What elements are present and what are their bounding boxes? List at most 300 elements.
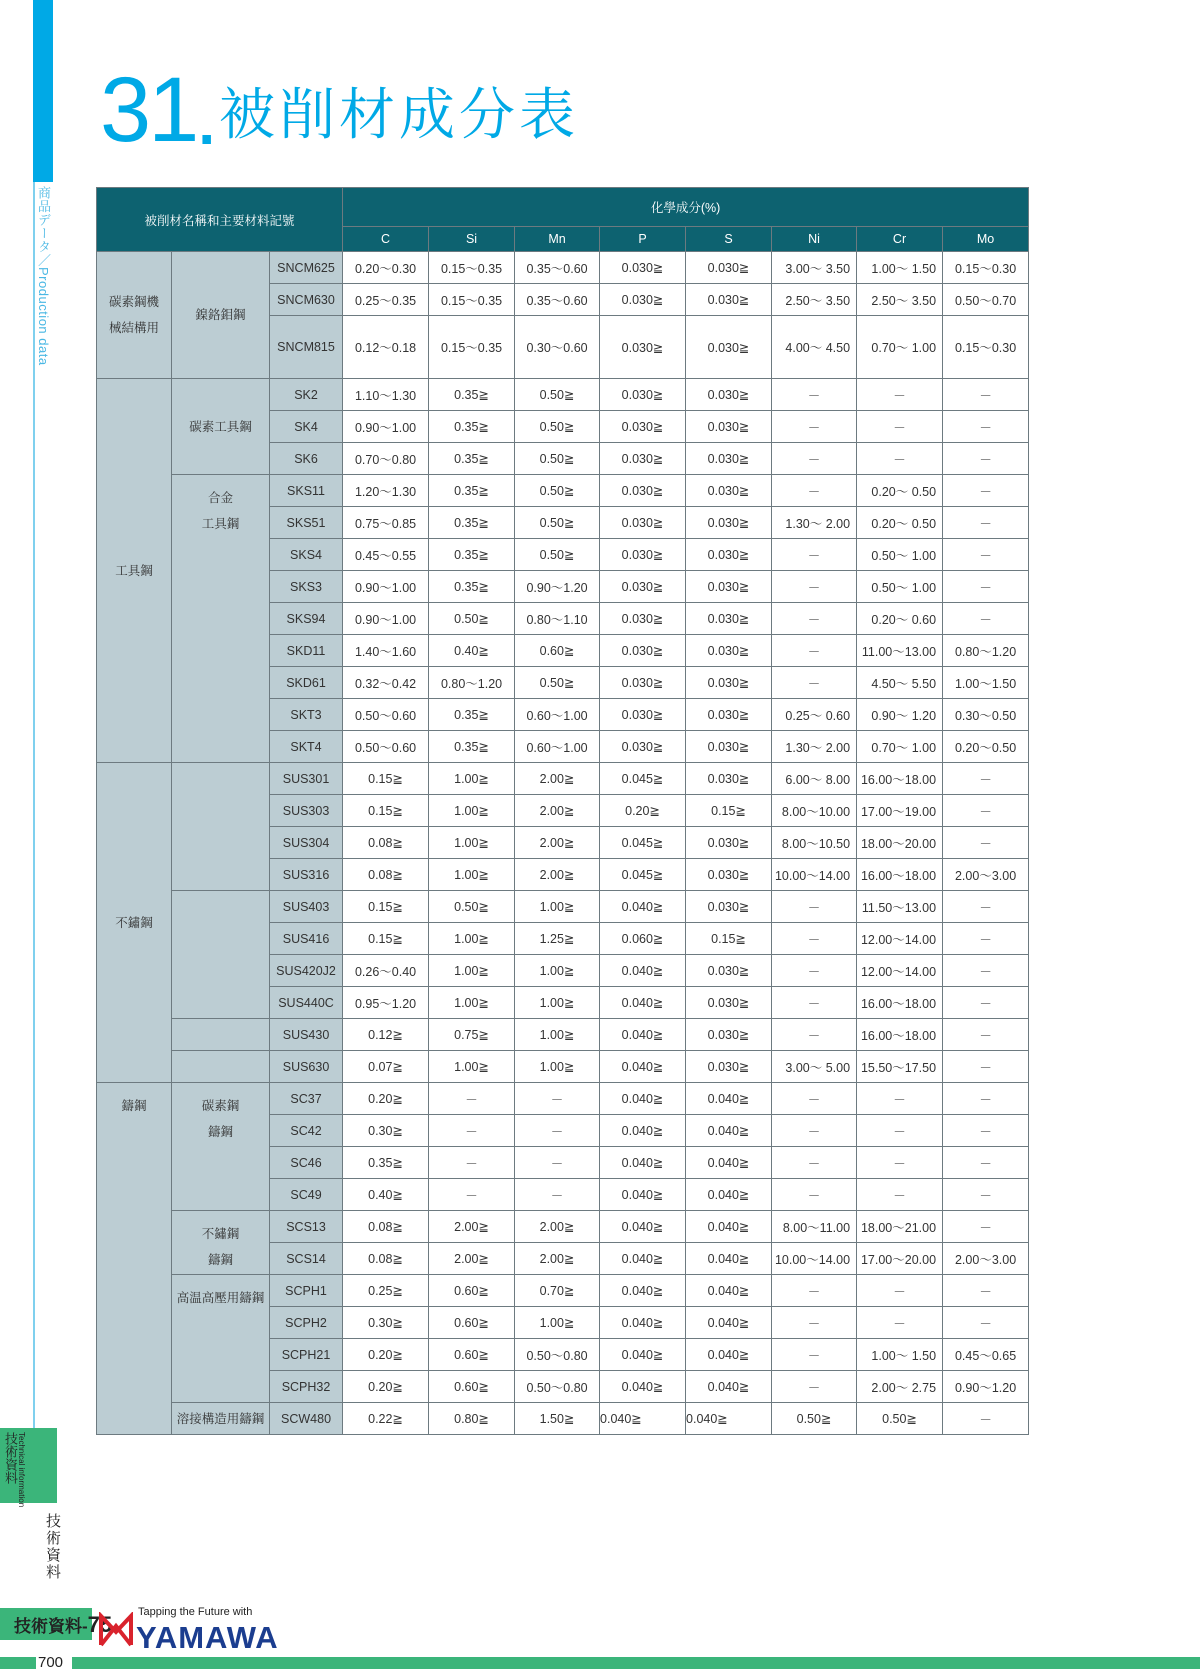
- value-c: 0.08≧: [343, 827, 429, 859]
- value-mn: －: [515, 1115, 600, 1147]
- value-cr: 2.00～ 2.75: [857, 1371, 943, 1403]
- material-code: SKT4: [270, 731, 343, 763]
- material-code: SCS13: [270, 1211, 343, 1243]
- value-c: 1.40～1.60: [343, 635, 429, 667]
- value-ni: －: [772, 891, 857, 923]
- value-c: 0.35≧: [343, 1147, 429, 1179]
- value-mo: －: [943, 987, 1029, 1019]
- value-s: 0.030≧: [686, 731, 772, 763]
- group-label-line: 碳素鋼機: [108, 295, 159, 309]
- value-mn: 0.50≧: [515, 379, 600, 411]
- value-ni: －: [772, 1339, 857, 1371]
- value-ni: 6.00～ 8.00: [772, 763, 857, 795]
- value-cr: 1.00～ 1.50: [857, 1339, 943, 1371]
- value-c: 0.20≧: [343, 1083, 429, 1115]
- value-mo: 0.90～1.20: [943, 1371, 1029, 1403]
- value-ni: －: [772, 1115, 857, 1147]
- value-p: 0.030≧: [600, 635, 686, 667]
- page-title: [100, 59, 580, 161]
- subgroup-precipitation-blank: [172, 1051, 270, 1083]
- subgroup-austenitic-blank: [172, 763, 270, 891]
- value-s: 0.040≧: [686, 1083, 772, 1115]
- value-si: 0.80≧: [429, 1403, 515, 1435]
- value-mo: －: [943, 1115, 1029, 1147]
- value-si: 0.35≧: [429, 443, 515, 475]
- value-c: 0.25≧: [343, 1275, 429, 1307]
- value-ni: －: [772, 475, 857, 507]
- value-cr: 12.00～14.00: [857, 955, 943, 987]
- footer-bar-right: [72, 1657, 1200, 1669]
- value-mo: 0.80～1.20: [943, 635, 1029, 667]
- value-cr: 18.00～20.00: [857, 827, 943, 859]
- value-mo: －: [943, 1179, 1029, 1211]
- value-c: 0.07≧: [343, 1051, 429, 1083]
- value-c: 0.32～0.42: [343, 667, 429, 699]
- table-row: [97, 763, 1029, 795]
- value-p: 0.040≧: [600, 1307, 686, 1339]
- value-s: 0.030≧: [686, 539, 772, 571]
- value-mn: 0.80～1.10: [515, 603, 600, 635]
- material-code: SCPH1: [270, 1275, 343, 1307]
- material-code: SC49: [270, 1179, 343, 1211]
- value-mo: －: [943, 1307, 1029, 1339]
- value-ni: 0.50≧: [772, 1403, 857, 1435]
- value-mn: 0.50≧: [515, 507, 600, 539]
- material-code: SC46: [270, 1147, 343, 1179]
- value-p: 0.030≧: [600, 475, 686, 507]
- value-ni: －: [772, 571, 857, 603]
- value-p: 0.045≧: [600, 827, 686, 859]
- material-code: SCPH21: [270, 1339, 343, 1371]
- value-mn: 1.00≧: [515, 891, 600, 923]
- value-c: 0.20≧: [343, 1339, 429, 1371]
- value-s: 0.030≧: [686, 763, 772, 795]
- group-carbon-steel-structural: [97, 252, 172, 379]
- value-c: 1.20～1.30: [343, 475, 429, 507]
- material-code: SCPH32: [270, 1371, 343, 1403]
- value-c: 0.12～0.18: [343, 316, 429, 379]
- header-element-cr: Cr: [857, 227, 943, 252]
- value-si: 0.40≧: [429, 635, 515, 667]
- value-ni: 2.50～ 3.50: [772, 284, 857, 316]
- value-si: 0.35≧: [429, 379, 515, 411]
- value-si: 0.35≧: [429, 539, 515, 571]
- material-code: SKD11: [270, 635, 343, 667]
- value-p: 0.040≧: [600, 1243, 686, 1275]
- composition-table: [96, 187, 1029, 1435]
- value-si: 2.00≧: [429, 1243, 515, 1275]
- section-title: 被削材成分表: [219, 83, 580, 146]
- page-number: 700: [38, 1654, 64, 1671]
- value-si: 0.35≧: [429, 699, 515, 731]
- value-si: 1.00≧: [429, 795, 515, 827]
- value-c: 0.25～0.35: [343, 284, 429, 316]
- value-s: 0.030≧: [686, 667, 772, 699]
- value-mo: －: [943, 763, 1029, 795]
- value-mo: －: [943, 475, 1029, 507]
- value-s: 0.030≧: [686, 1051, 772, 1083]
- value-p: 0.040≧: [600, 1083, 686, 1115]
- value-mo: －: [943, 827, 1029, 859]
- value-s: 0.030≧: [686, 475, 772, 507]
- group-tool-steel: 工具鋼: [97, 379, 172, 763]
- value-cr: 0.70～ 1.00: [857, 731, 943, 763]
- value-cr: 0.50～ 1.00: [857, 571, 943, 603]
- value-mn: 0.30～0.60: [515, 316, 600, 379]
- value-c: 0.30≧: [343, 1307, 429, 1339]
- value-mn: 1.00≧: [515, 1051, 600, 1083]
- value-c: 0.90～1.00: [343, 411, 429, 443]
- value-cr: －: [857, 379, 943, 411]
- group-label-line: 合金: [207, 491, 233, 505]
- value-si: 1.00≧: [429, 923, 515, 955]
- table-row: [97, 1403, 1029, 1435]
- value-s: 0.030≧: [686, 252, 772, 284]
- value-si: 0.50≧: [429, 603, 515, 635]
- value-p: 0.060≧: [600, 923, 686, 955]
- value-mo: －: [943, 923, 1029, 955]
- value-c: 0.08≧: [343, 859, 429, 891]
- material-code: SKS11: [270, 475, 343, 507]
- value-p: 0.040≧: [600, 1115, 686, 1147]
- value-mo: －: [943, 443, 1029, 475]
- header-chemical-composition: 化學成分(%): [343, 188, 1029, 227]
- value-si: 1.00≧: [429, 827, 515, 859]
- value-mo: 1.00～1.50: [943, 667, 1029, 699]
- value-ni: －: [772, 1083, 857, 1115]
- value-cr: 0.50～ 1.00: [857, 539, 943, 571]
- value-mn: 2.00≧: [515, 827, 600, 859]
- value-mn: 0.60≧: [515, 635, 600, 667]
- value-s: 0.030≧: [686, 571, 772, 603]
- value-p: 0.030≧: [600, 252, 686, 284]
- value-c: 0.12≧: [343, 1019, 429, 1051]
- value-mn: 0.50≧: [515, 667, 600, 699]
- value-p: 0.030≧: [600, 507, 686, 539]
- value-c: 0.95～1.20: [343, 987, 429, 1019]
- value-s: 0.030≧: [686, 699, 772, 731]
- value-p: 0.030≧: [600, 571, 686, 603]
- value-s: 0.030≧: [686, 955, 772, 987]
- value-p: 0.030≧: [600, 411, 686, 443]
- value-mn: 0.50～0.80: [515, 1371, 600, 1403]
- value-mn: 1.00≧: [515, 955, 600, 987]
- value-p: 0.040≧: [600, 1179, 686, 1211]
- value-cr: 15.50～17.50: [857, 1051, 943, 1083]
- value-mo: －: [943, 411, 1029, 443]
- value-si: 0.60≧: [429, 1339, 515, 1371]
- value-c: 0.75～0.85: [343, 507, 429, 539]
- value-mo: 0.15～0.30: [943, 316, 1029, 379]
- value-ni: －: [772, 1371, 857, 1403]
- value-cr: 12.00～14.00: [857, 923, 943, 955]
- value-c: 0.15≧: [343, 891, 429, 923]
- value-mo: －: [943, 1403, 1029, 1435]
- group-label-line: 鑄鋼: [207, 1125, 233, 1139]
- material-code: SUS403: [270, 891, 343, 923]
- value-mo: －: [943, 507, 1029, 539]
- value-mn: 0.90～1.20: [515, 571, 600, 603]
- value-ni: 1.30～ 2.00: [772, 731, 857, 763]
- subgroup-carbon-cast-steel: [172, 1083, 270, 1211]
- value-mo: 2.00～3.00: [943, 1243, 1029, 1275]
- value-c: 1.10～1.30: [343, 379, 429, 411]
- table-row: [97, 1083, 1029, 1115]
- value-si: 0.15～0.35: [429, 284, 515, 316]
- value-si: 1.00≧: [429, 763, 515, 795]
- table-row: [97, 379, 1029, 411]
- value-s: 0.040≧: [686, 1115, 772, 1147]
- value-ni: －: [772, 955, 857, 987]
- value-cr: 16.00～18.00: [857, 1019, 943, 1051]
- value-p: 0.040≧: [600, 987, 686, 1019]
- value-cr: －: [857, 443, 943, 475]
- value-p: 0.20≧: [600, 795, 686, 827]
- value-s: 0.030≧: [686, 635, 772, 667]
- value-cr: －: [857, 1275, 943, 1307]
- group-label-line: 械結構用: [108, 321, 159, 335]
- value-c: 0.50～0.60: [343, 731, 429, 763]
- value-s: 0.030≧: [686, 891, 772, 923]
- value-cr: 2.50～ 3.50: [857, 284, 943, 316]
- value-p: 0.040≧: [600, 1371, 686, 1403]
- value-ni: －: [772, 987, 857, 1019]
- section-dot: .: [198, 90, 216, 157]
- value-mn: －: [515, 1147, 600, 1179]
- value-ni: 3.00～ 5.00: [772, 1051, 857, 1083]
- value-s: 0.15≧: [686, 795, 772, 827]
- value-p: 0.040≧: [600, 891, 686, 923]
- header-element-ni: Ni: [772, 227, 857, 252]
- value-si: 0.15～0.35: [429, 316, 515, 379]
- value-mn: 2.00≧: [515, 763, 600, 795]
- group-label-line: 不鏽鋼: [201, 1227, 240, 1241]
- value-s: 0.030≧: [686, 1019, 772, 1051]
- material-code: SKD61: [270, 667, 343, 699]
- value-ni: －: [772, 443, 857, 475]
- value-p: 0.045≧: [600, 763, 686, 795]
- value-p: 0.045≧: [600, 859, 686, 891]
- value-mo: －: [943, 603, 1029, 635]
- value-mo: 0.15～0.30: [943, 252, 1029, 284]
- brand-tagline: Tapping the Future with: [138, 1606, 253, 1618]
- value-mn: 1.00≧: [515, 1307, 600, 1339]
- material-code: SKS94: [270, 603, 343, 635]
- subgroup-martensitic-blank: [172, 891, 270, 1019]
- value-cr: 11.50～13.00: [857, 891, 943, 923]
- value-s: 0.040≧: [686, 1179, 772, 1211]
- material-code: SKS4: [270, 539, 343, 571]
- value-si: －: [429, 1115, 515, 1147]
- subgroup-alloy-tool-steel: [172, 475, 270, 763]
- value-ni: 0.25～ 0.60: [772, 699, 857, 731]
- value-ni: 8.00～10.50: [772, 827, 857, 859]
- material-code: SKT3: [270, 699, 343, 731]
- value-s: 0.030≧: [686, 379, 772, 411]
- material-code: SUS304: [270, 827, 343, 859]
- value-ni: －: [772, 1179, 857, 1211]
- value-cr: 0.70～ 1.00: [857, 316, 943, 379]
- value-c: 0.50～0.60: [343, 699, 429, 731]
- yamawa-logo-icon: [98, 1612, 134, 1648]
- value-c: 0.90～1.00: [343, 571, 429, 603]
- value-ni: －: [772, 923, 857, 955]
- value-p: 0.040≧: [600, 1019, 686, 1051]
- value-p: 0.040≧: [600, 955, 686, 987]
- value-s: 0.040≧: [686, 1243, 772, 1275]
- value-mn: 1.00≧: [515, 1019, 600, 1051]
- material-code: SUS416: [270, 923, 343, 955]
- table-row: [97, 475, 1029, 507]
- value-c: 0.30≧: [343, 1115, 429, 1147]
- group-label-line: 工具鋼: [201, 517, 240, 531]
- value-si: 0.35≧: [429, 571, 515, 603]
- section-number: 31: [100, 59, 197, 161]
- header-element-si: Si: [429, 227, 515, 252]
- value-ni: 8.00～11.00: [772, 1211, 857, 1243]
- material-code: SCS14: [270, 1243, 343, 1275]
- value-ni: 10.00～14.00: [772, 859, 857, 891]
- value-p: 0.030≧: [600, 731, 686, 763]
- value-ni: －: [772, 1307, 857, 1339]
- value-si: －: [429, 1083, 515, 1115]
- table-row: [97, 252, 1029, 284]
- value-c: 0.15≧: [343, 795, 429, 827]
- value-mn: －: [515, 1083, 600, 1115]
- value-s: 0.040≧: [686, 1371, 772, 1403]
- footer-bar-left: [0, 1657, 36, 1669]
- side-section-label: 商品データ／Production data: [36, 186, 51, 366]
- value-p: 0.030≧: [600, 699, 686, 731]
- value-mn: 1.50≧: [515, 1403, 600, 1435]
- value-mn: 2.00≧: [515, 859, 600, 891]
- value-mo: －: [943, 1019, 1029, 1051]
- value-s: 0.040≧: [686, 1403, 772, 1435]
- value-p: 0.030≧: [600, 443, 686, 475]
- subgroup-weld-cast-steel: 溶接構造用鑄鋼: [172, 1403, 270, 1435]
- value-cr: 0.50≧: [857, 1403, 943, 1435]
- value-mo: －: [943, 539, 1029, 571]
- header-element-p: P: [600, 227, 686, 252]
- value-cr: 18.00～21.00: [857, 1211, 943, 1243]
- material-code: SK4: [270, 411, 343, 443]
- value-s: 0.030≧: [686, 827, 772, 859]
- value-cr: 17.00～20.00: [857, 1243, 943, 1275]
- brand-name: YAMAWA: [136, 1620, 279, 1655]
- material-code: SC42: [270, 1115, 343, 1147]
- value-s: 0.030≧: [686, 603, 772, 635]
- value-si: 1.00≧: [429, 1051, 515, 1083]
- value-mn: 0.60～1.00: [515, 731, 600, 763]
- value-ni: －: [772, 635, 857, 667]
- value-si: 0.80～1.20: [429, 667, 515, 699]
- material-code: SUS301: [270, 763, 343, 795]
- value-c: 0.15≧: [343, 923, 429, 955]
- value-mn: 1.25≧: [515, 923, 600, 955]
- value-mn: 2.00≧: [515, 795, 600, 827]
- value-p: 0.040≧: [600, 1051, 686, 1083]
- value-si: －: [429, 1147, 515, 1179]
- material-code: SKS3: [270, 571, 343, 603]
- side-divider-line: [33, 182, 35, 1432]
- value-mn: 0.70≧: [515, 1275, 600, 1307]
- value-si: 0.60≧: [429, 1275, 515, 1307]
- value-cr: 16.00～18.00: [857, 859, 943, 891]
- value-c: 0.20～0.30: [343, 252, 429, 284]
- value-s: 0.040≧: [686, 1275, 772, 1307]
- subgroup-carbon-tool-steel: 碳素工具鋼: [172, 379, 270, 475]
- value-p: 0.030≧: [600, 539, 686, 571]
- value-s: 0.040≧: [686, 1147, 772, 1179]
- material-code: SUS316: [270, 859, 343, 891]
- value-si: 0.35≧: [429, 507, 515, 539]
- value-mo: －: [943, 571, 1029, 603]
- value-ni: －: [772, 603, 857, 635]
- value-si: 0.35≧: [429, 731, 515, 763]
- footer-tab-number: 75: [87, 1612, 113, 1637]
- value-mo: －: [943, 1211, 1029, 1243]
- side-tab-sublabel: Technical information: [17, 1432, 26, 1508]
- value-si: 0.60≧: [429, 1371, 515, 1403]
- material-code: SNCM815: [270, 316, 343, 379]
- value-cr: －: [857, 1115, 943, 1147]
- header-element-s: S: [686, 227, 772, 252]
- material-code: SCPH2: [270, 1307, 343, 1339]
- value-mo: －: [943, 1147, 1029, 1179]
- material-code: SCW480: [270, 1403, 343, 1435]
- value-mo: 0.45～0.65: [943, 1339, 1029, 1371]
- value-p: 0.030≧: [600, 316, 686, 379]
- value-mo: －: [943, 1051, 1029, 1083]
- material-code: SK6: [270, 443, 343, 475]
- value-cr: 0.20～ 0.60: [857, 603, 943, 635]
- value-cr: －: [857, 1307, 943, 1339]
- material-code: SC37: [270, 1083, 343, 1115]
- value-cr: 16.00～18.00: [857, 763, 943, 795]
- value-cr: 4.50～ 5.50: [857, 667, 943, 699]
- value-c: 0.26～0.40: [343, 955, 429, 987]
- value-cr: 11.00～13.00: [857, 635, 943, 667]
- table-row: [97, 1211, 1029, 1243]
- material-code: SNCM630: [270, 284, 343, 316]
- header-element-c: C: [343, 227, 429, 252]
- value-cr: －: [857, 1179, 943, 1211]
- value-cr: 16.00～18.00: [857, 987, 943, 1019]
- material-code: SUS430: [270, 1019, 343, 1051]
- table-row: [97, 891, 1029, 923]
- value-cr: 0.20～ 0.50: [857, 507, 943, 539]
- value-c: 0.40≧: [343, 1179, 429, 1211]
- material-code: SNCM625: [270, 252, 343, 284]
- value-ni: 10.00～14.00: [772, 1243, 857, 1275]
- value-mn: 0.60～1.00: [515, 699, 600, 731]
- value-s: 0.15≧: [686, 923, 772, 955]
- header-element-mo: Mo: [943, 227, 1029, 252]
- material-code: SUS630: [270, 1051, 343, 1083]
- value-ni: －: [772, 1275, 857, 1307]
- table-row: [97, 1019, 1029, 1051]
- value-p: 0.040≧: [600, 1147, 686, 1179]
- value-ni: 1.30～ 2.00: [772, 507, 857, 539]
- value-s: 0.030≧: [686, 411, 772, 443]
- value-c: 0.15≧: [343, 763, 429, 795]
- value-si: 1.00≧: [429, 859, 515, 891]
- value-ni: 3.00～ 3.50: [772, 252, 857, 284]
- header-element-mn: Mn: [515, 227, 600, 252]
- value-p: 0.040≧: [600, 1211, 686, 1243]
- value-mo: －: [943, 955, 1029, 987]
- value-s: 0.030≧: [686, 987, 772, 1019]
